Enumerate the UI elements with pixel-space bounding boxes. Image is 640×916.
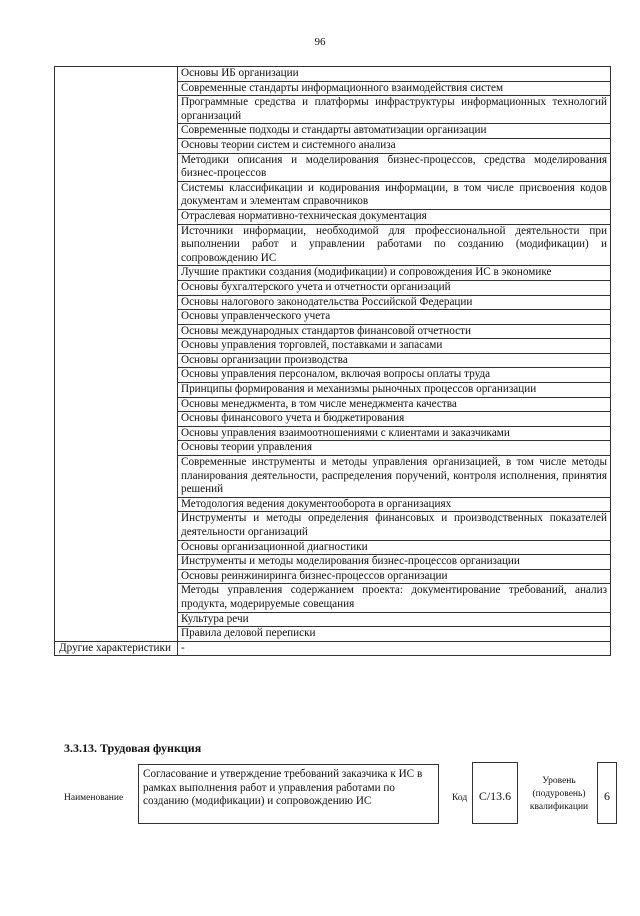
- qualification-level-box: 6: [597, 762, 617, 824]
- knowledge-item: Лучшие практики создания (модификации) и сопровождения ИС в экономике: [178, 266, 611, 281]
- knowledge-item: Основы организационной диагностики: [178, 540, 611, 555]
- knowledge-item: Инструменты и методы определения финансовых и производственных показателей деятельности организаций: [178, 512, 611, 540]
- knowledge-item: Программные средства и платформы инфраструктуры информационных технологий организаций: [178, 96, 611, 124]
- knowledge-item: Основы бухгалтерского учета и отчетности организаций: [178, 280, 611, 295]
- knowledge-item: Основы налогового законодательства Российской Федерации: [178, 295, 611, 310]
- other-characteristics-value: -: [178, 641, 611, 656]
- name-label: Наименование: [64, 793, 124, 803]
- knowledge-left-cell: [55, 67, 178, 642]
- knowledge-item: Современные стандарты информационного взаимодействия систем: [178, 81, 611, 96]
- knowledge-item: Правила деловой переписки: [178, 627, 611, 642]
- other-characteristics-row: [55, 641, 611, 656]
- knowledge-item: Основы управления торговлей, поставками и запасами: [178, 339, 611, 354]
- section-heading: 3.3.13. Трудовая функция: [64, 741, 202, 755]
- knowledge-item: Отраслевая нормативно-техническая документация: [178, 209, 611, 224]
- knowledge-item: Методики описания и моделирования бизнес-процессов, средства моделирования бизнес-процессов: [178, 153, 611, 181]
- code-value-box: C/13.6: [472, 762, 518, 824]
- knowledge-item: Методы управления содержанием проекта: документирование требований, анализ продукта, модерируемые совещания: [178, 584, 611, 612]
- knowledge-item: Культура речи: [178, 612, 611, 627]
- knowledge-item: Основы теории управления: [178, 441, 611, 456]
- knowledge-item: Источники информации, необходимой для профессиональной деятельности при выполнении работ и управлении работами по созданию (модификации) и сопровождению ИС: [178, 224, 611, 266]
- knowledge-item: Современные подходы и стандарты автоматизации организации: [178, 124, 611, 139]
- knowledge-item: Основы менеджмента, в том числе менеджмента качества: [178, 397, 611, 412]
- knowledge-item: Методология ведения документооборота в организациях: [178, 497, 611, 512]
- knowledge-table-body: [55, 67, 611, 642]
- page-number: 96: [314, 36, 326, 48]
- knowledge-item: Современные инструменты и методы управления организацией, в том числе методы планирования деятельности, распределения поручений, контроля исполнения, принятия решений: [178, 456, 611, 498]
- knowledge-table: [54, 66, 611, 656]
- knowledge-item: Основы организации производства: [178, 353, 611, 368]
- other-characteristics-label: Другие характеристики: [55, 641, 178, 656]
- function-name-box: Согласование и утверждение требований заказчика к ИС в рамках выполнения работ и управления работами по созданию (модификации) и сопровождению ИС: [138, 764, 439, 824]
- knowledge-item: Основы реинжиниринга бизнес-процессов организации: [178, 569, 611, 584]
- knowledge-item: Основы управления персоналом, включая вопросы оплаты труда: [178, 368, 611, 383]
- knowledge-row: [55, 67, 611, 82]
- knowledge-item: Основы финансового учета и бюджетирования: [178, 412, 611, 427]
- knowledge-item: Основы международных стандартов финансовой отчетности: [178, 324, 611, 339]
- knowledge-item: Основы теории систем и системного анализа: [178, 138, 611, 153]
- qualification-level-label: Уровень (подуровень) квалификации: [529, 776, 589, 812]
- knowledge-item: Инструменты и методы моделирования бизнес-процессов организации: [178, 555, 611, 570]
- labor-function-header: [64, 762, 624, 832]
- knowledge-item: Принципы формирования и механизмы рыночных процессов организации: [178, 383, 611, 398]
- knowledge-item: Основы управленческого учета: [178, 310, 611, 325]
- knowledge-item: Основы управления взаимоотношениями с клиентами и заказчиками: [178, 426, 611, 441]
- code-label: Код: [452, 793, 468, 803]
- knowledge-item: Основы ИБ организации: [178, 67, 611, 82]
- knowledge-item: Системы классификации и кодирования информации, в том числе присвоения кодов документам и элементам справочников: [178, 181, 611, 209]
